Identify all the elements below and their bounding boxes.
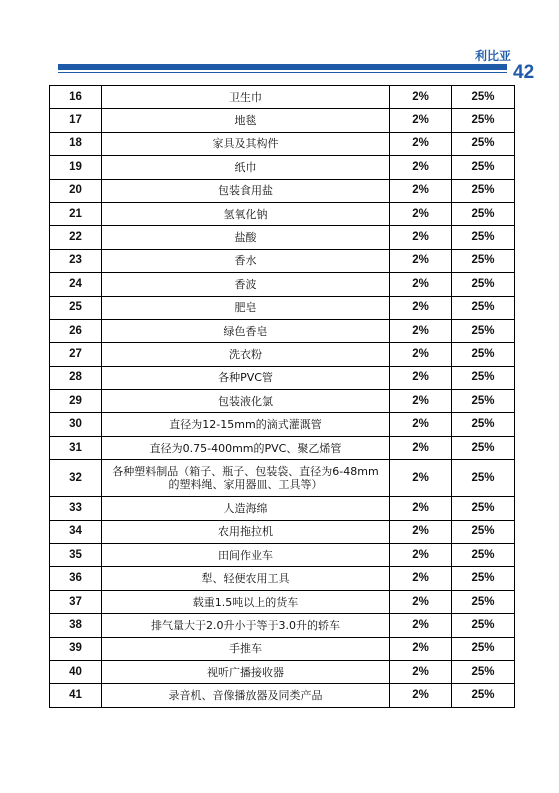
row-rate-1: 2%	[390, 544, 452, 567]
table-row	[50, 86, 515, 109]
row-rate-1: 2%	[390, 520, 452, 543]
row-rate-1: 2%	[390, 273, 452, 296]
row-rate-2: 25%	[452, 590, 515, 613]
row-rate-1: 2%	[390, 413, 452, 436]
row-item-line-2: 的塑料绳、家用器皿、工具等）	[168, 478, 323, 492]
row-item: 排气量大于2.0升小于等于3.0升的轿车	[102, 614, 390, 637]
row-number: 22	[50, 226, 102, 249]
row-rate-2: 25%	[452, 567, 515, 590]
row-item: 香波	[102, 273, 390, 296]
row-rate-2: 25%	[452, 684, 515, 707]
table-row	[50, 249, 515, 272]
row-rate-1: 2%	[390, 343, 452, 366]
row-item: 家具及其构件	[102, 132, 390, 155]
row-rate-1: 2%	[390, 590, 452, 613]
table-row	[50, 366, 515, 389]
row-number: 40	[50, 660, 102, 683]
row-number: 37	[50, 590, 102, 613]
row-number: 29	[50, 390, 102, 413]
row-number: 20	[50, 179, 102, 202]
row-item: 肥皂	[102, 296, 390, 319]
row-rate-2: 25%	[452, 637, 515, 660]
row-rate-1: 2%	[390, 132, 452, 155]
table-row	[50, 273, 515, 296]
table-row	[50, 684, 515, 707]
row-item: 地毯	[102, 109, 390, 132]
row-number: 16	[50, 86, 102, 109]
row-rate-2: 25%	[452, 132, 515, 155]
row-rate-2: 25%	[452, 156, 515, 179]
row-item: 盐酸	[102, 226, 390, 249]
row-item: 卫生巾	[102, 86, 390, 109]
table-row	[50, 413, 515, 436]
row-item: 录音机、音像播放器及同类产品	[102, 684, 390, 707]
row-rate-1: 2%	[390, 226, 452, 249]
row-rate-2: 25%	[452, 179, 515, 202]
row-rate-1: 2%	[390, 249, 452, 272]
table-row	[50, 590, 515, 613]
row-rate-2: 25%	[452, 226, 515, 249]
row-rate-1: 2%	[390, 179, 452, 202]
row-item: 视听广播接收器	[102, 660, 390, 683]
row-rate-1: 2%	[390, 319, 452, 342]
row-rate-1: 2%	[390, 296, 452, 319]
table-row	[50, 390, 515, 413]
row-item: 直径为0.75-400mm的PVC、聚乙烯管	[102, 436, 390, 459]
row-rate-2: 25%	[452, 390, 515, 413]
row-number: 26	[50, 319, 102, 342]
row-rate-1: 2%	[390, 684, 452, 707]
row-rate-2: 25%	[452, 86, 515, 109]
header-rule-thin	[58, 72, 507, 73]
tariff-table	[49, 85, 515, 708]
row-item: 田间作业车	[102, 544, 390, 567]
row-item: 犁、轻便农用工具	[102, 567, 390, 590]
row-item: 各种PVC管	[102, 366, 390, 389]
row-item: 香水	[102, 249, 390, 272]
row-rate-2: 25%	[452, 544, 515, 567]
row-rate-2: 25%	[452, 319, 515, 342]
row-rate-2: 25%	[452, 249, 515, 272]
row-number: 21	[50, 202, 102, 225]
row-rate-2: 25%	[452, 660, 515, 683]
row-item: 洗衣粉	[102, 343, 390, 366]
row-rate-2: 25%	[452, 296, 515, 319]
table-row	[50, 520, 515, 543]
table-row	[50, 637, 515, 660]
row-rate-2: 25%	[452, 460, 515, 497]
row-number: 28	[50, 366, 102, 389]
header-rule-thick	[58, 64, 507, 70]
row-number: 23	[50, 249, 102, 272]
row-item: 农用拖拉机	[102, 520, 390, 543]
row-rate-2: 25%	[452, 273, 515, 296]
table-row	[50, 460, 515, 497]
row-number: 30	[50, 413, 102, 436]
row-number: 19	[50, 156, 102, 179]
row-rate-1: 2%	[390, 202, 452, 225]
row-rate-2: 25%	[452, 413, 515, 436]
row-item: 纸巾	[102, 156, 390, 179]
row-number: 27	[50, 343, 102, 366]
row-item: 氢氧化钠	[102, 202, 390, 225]
row-rate-2: 25%	[452, 366, 515, 389]
row-rate-1: 2%	[390, 660, 452, 683]
row-number: 39	[50, 637, 102, 660]
row-item: 人造海绵	[102, 497, 390, 520]
row-item-line-1: 各种塑料制品（箱子、瓶子、包装袋、直径为6-48mm	[112, 465, 379, 479]
row-rate-2: 25%	[452, 614, 515, 637]
row-number: 32	[50, 460, 102, 497]
row-number: 33	[50, 497, 102, 520]
row-item	[102, 460, 390, 497]
page-number: 42	[513, 62, 535, 83]
table-row	[50, 109, 515, 132]
row-rate-1: 2%	[390, 567, 452, 590]
row-number: 41	[50, 684, 102, 707]
row-item: 包装食用盐	[102, 179, 390, 202]
row-rate-2: 25%	[452, 436, 515, 459]
row-number: 31	[50, 436, 102, 459]
table-row	[50, 202, 515, 225]
row-number: 34	[50, 520, 102, 543]
table-row	[50, 614, 515, 637]
row-rate-1: 2%	[390, 390, 452, 413]
table-row	[50, 296, 515, 319]
row-rate-1: 2%	[390, 460, 452, 497]
row-rate-2: 25%	[452, 202, 515, 225]
table-row	[50, 567, 515, 590]
row-rate-2: 25%	[452, 520, 515, 543]
row-rate-1: 2%	[390, 497, 452, 520]
row-rate-1: 2%	[390, 366, 452, 389]
row-rate-1: 2%	[390, 436, 452, 459]
row-item: 绿色香皂	[102, 319, 390, 342]
table-row	[50, 497, 515, 520]
row-number: 25	[50, 296, 102, 319]
row-rate-1: 2%	[390, 614, 452, 637]
row-number: 38	[50, 614, 102, 637]
row-rate-2: 25%	[452, 109, 515, 132]
row-number: 36	[50, 567, 102, 590]
table-row	[50, 544, 515, 567]
table-row	[50, 156, 515, 179]
table-row	[50, 436, 515, 459]
row-rate-1: 2%	[390, 637, 452, 660]
row-item: 直径为12-15mm的滴式灌溉管	[102, 413, 390, 436]
tariff-table-body	[50, 86, 515, 708]
row-item: 手推车	[102, 637, 390, 660]
row-number: 35	[50, 544, 102, 567]
row-rate-1: 2%	[390, 156, 452, 179]
country-title: 利比亚	[474, 49, 511, 63]
table-row	[50, 343, 515, 366]
row-item: 载重1.5吨以上的货车	[102, 590, 390, 613]
table-row	[50, 179, 515, 202]
row-number: 24	[50, 273, 102, 296]
table-row	[50, 226, 515, 249]
row-rate-2: 25%	[452, 343, 515, 366]
row-item: 包装液化氯	[102, 390, 390, 413]
row-rate-1: 2%	[390, 86, 452, 109]
row-number: 18	[50, 132, 102, 155]
row-number: 17	[50, 109, 102, 132]
table-row	[50, 660, 515, 683]
table-row	[50, 132, 515, 155]
row-rate-1: 2%	[390, 109, 452, 132]
row-rate-2: 25%	[452, 497, 515, 520]
table-row	[50, 319, 515, 342]
